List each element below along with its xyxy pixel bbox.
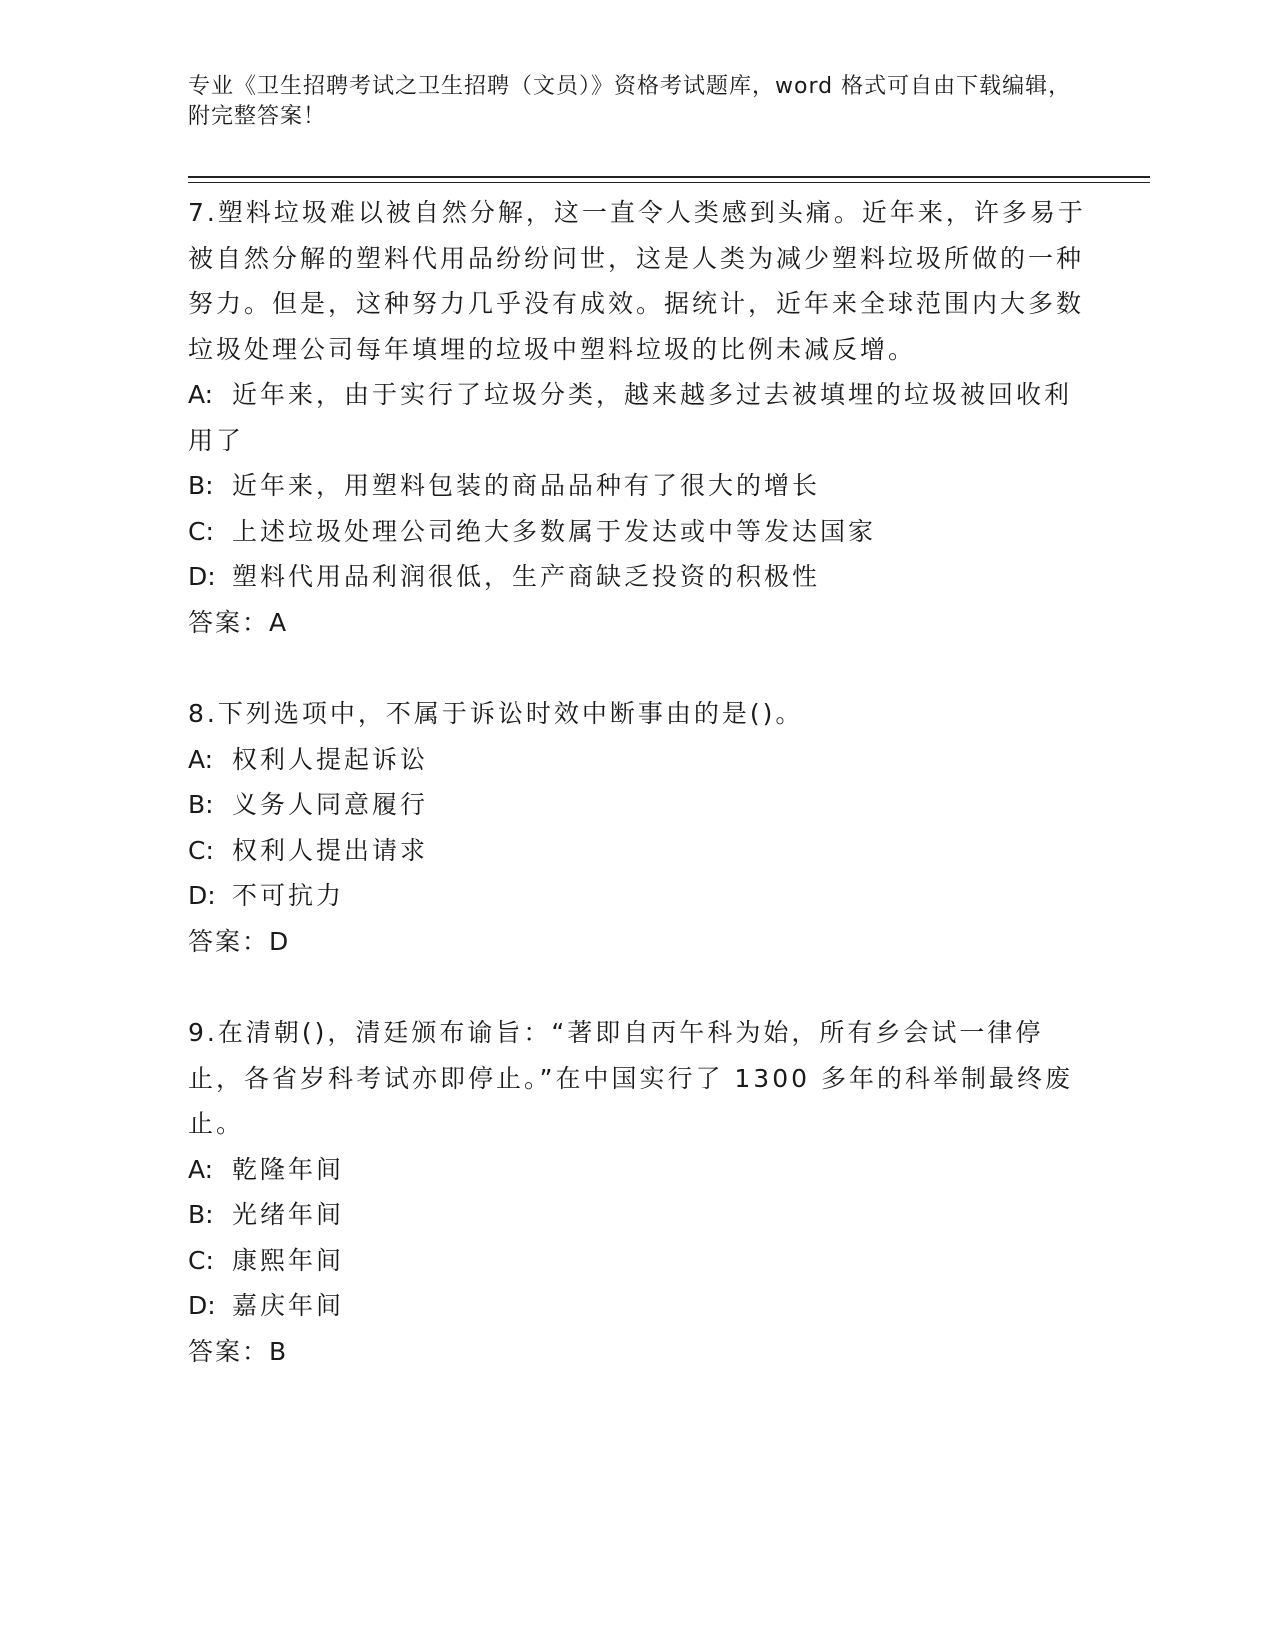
- question-7: [188, 190, 1088, 645]
- option-text: 不可抗力: [232, 881, 345, 910]
- option-b: [188, 463, 1088, 509]
- option-text: 嘉庆年间: [232, 1291, 345, 1320]
- question-9: [188, 1010, 1088, 1374]
- answer-line: [188, 919, 1088, 965]
- option-letter: C:: [188, 516, 214, 546]
- question-stem: 7.塑料垃圾难以被自然分解，这一直令人类感到头痛。近年来，许多易于被自然分解的塑料代用品纷纷问世，这是人类为减少塑料垃圾所做的一种努力。但是，这种努力几乎没有成效。据统计，近年来全球范围内大多数垃圾处理公司每年填埋的垃圾中塑料垃圾的比例未减反增。: [188, 198, 1086, 364]
- question-8: [188, 691, 1088, 964]
- option-text: 义务人同意履行: [232, 790, 429, 819]
- option-text: 近年来，由于实行了垃圾分类，越来越多过去被填埋的垃圾被回收利用了: [188, 380, 1073, 455]
- header-rule-thick: [188, 176, 1150, 178]
- option-letter: A:: [188, 1154, 214, 1184]
- option-text: 光绪年间: [232, 1200, 345, 1229]
- option-d: [188, 1283, 1088, 1329]
- option-text: 权利人提出请求: [232, 835, 429, 865]
- option-letter: A:: [188, 380, 214, 409]
- question-stem: 9.在清朝()，清廷颁布谕旨：“著即自丙午科为始，所有乡会试一律停止，各省岁科考试亦即停止。”在中国实行了 1300 多年的科举制最终废止。: [188, 1018, 1073, 1138]
- answer-label: 答案：: [188, 607, 270, 637]
- question-spacer: [188, 645, 1088, 691]
- option-b: [188, 1192, 1088, 1238]
- option-d: [188, 873, 1088, 919]
- question-spacer: [188, 964, 1088, 1010]
- option-c: [188, 1238, 1088, 1284]
- answer-line: [188, 600, 1088, 646]
- question-list: [188, 190, 1088, 1374]
- option-c: [188, 509, 1088, 555]
- answer-label: 答案：: [188, 1336, 270, 1366]
- question-stem: 8.下列选项中，不属于诉讼时效中断事由的是()。: [188, 699, 804, 728]
- option-text: 近年来，用塑料包装的商品品种有了很大的增长: [232, 471, 821, 500]
- option-text: 康熙年间: [232, 1245, 345, 1275]
- answer-value: D: [269, 926, 290, 956]
- option-a: [188, 1147, 1088, 1193]
- option-letter: B:: [188, 471, 214, 500]
- option-text: 塑料代用品利润很低，生产商缺乏投资的积极性: [232, 562, 821, 591]
- answer-label: 答案：: [188, 926, 270, 956]
- option-a: [188, 737, 1088, 783]
- document-header: [188, 72, 1088, 132]
- option-c: [188, 828, 1088, 874]
- option-text: 乾隆年间: [232, 1154, 345, 1184]
- option-letter: D:: [188, 562, 216, 591]
- answer-value: B: [269, 1336, 288, 1366]
- option-letter: B:: [188, 790, 214, 819]
- header-rule-thin: [188, 182, 1150, 183]
- option-text: 权利人提起诉讼: [232, 744, 429, 774]
- option-letter: C:: [188, 1245, 214, 1275]
- option-d: [188, 554, 1088, 600]
- option-letter: C:: [188, 835, 214, 865]
- answer-line: [188, 1329, 1088, 1375]
- option-text: 上述垃圾处理公司绝大多数属于发达或中等发达国家: [232, 516, 877, 546]
- answer-value: A: [269, 607, 288, 637]
- header-title: 专业《卫生招聘考试之卫生招聘（文员）》资格考试题库，word 格式可自由下载编辑，附完整答案！: [188, 74, 1072, 129]
- option-b: [188, 782, 1088, 828]
- option-letter: D:: [188, 881, 216, 910]
- option-letter: D:: [188, 1291, 216, 1320]
- option-letter: A:: [188, 744, 214, 774]
- option-letter: B:: [188, 1200, 214, 1229]
- option-a: [188, 372, 1088, 463]
